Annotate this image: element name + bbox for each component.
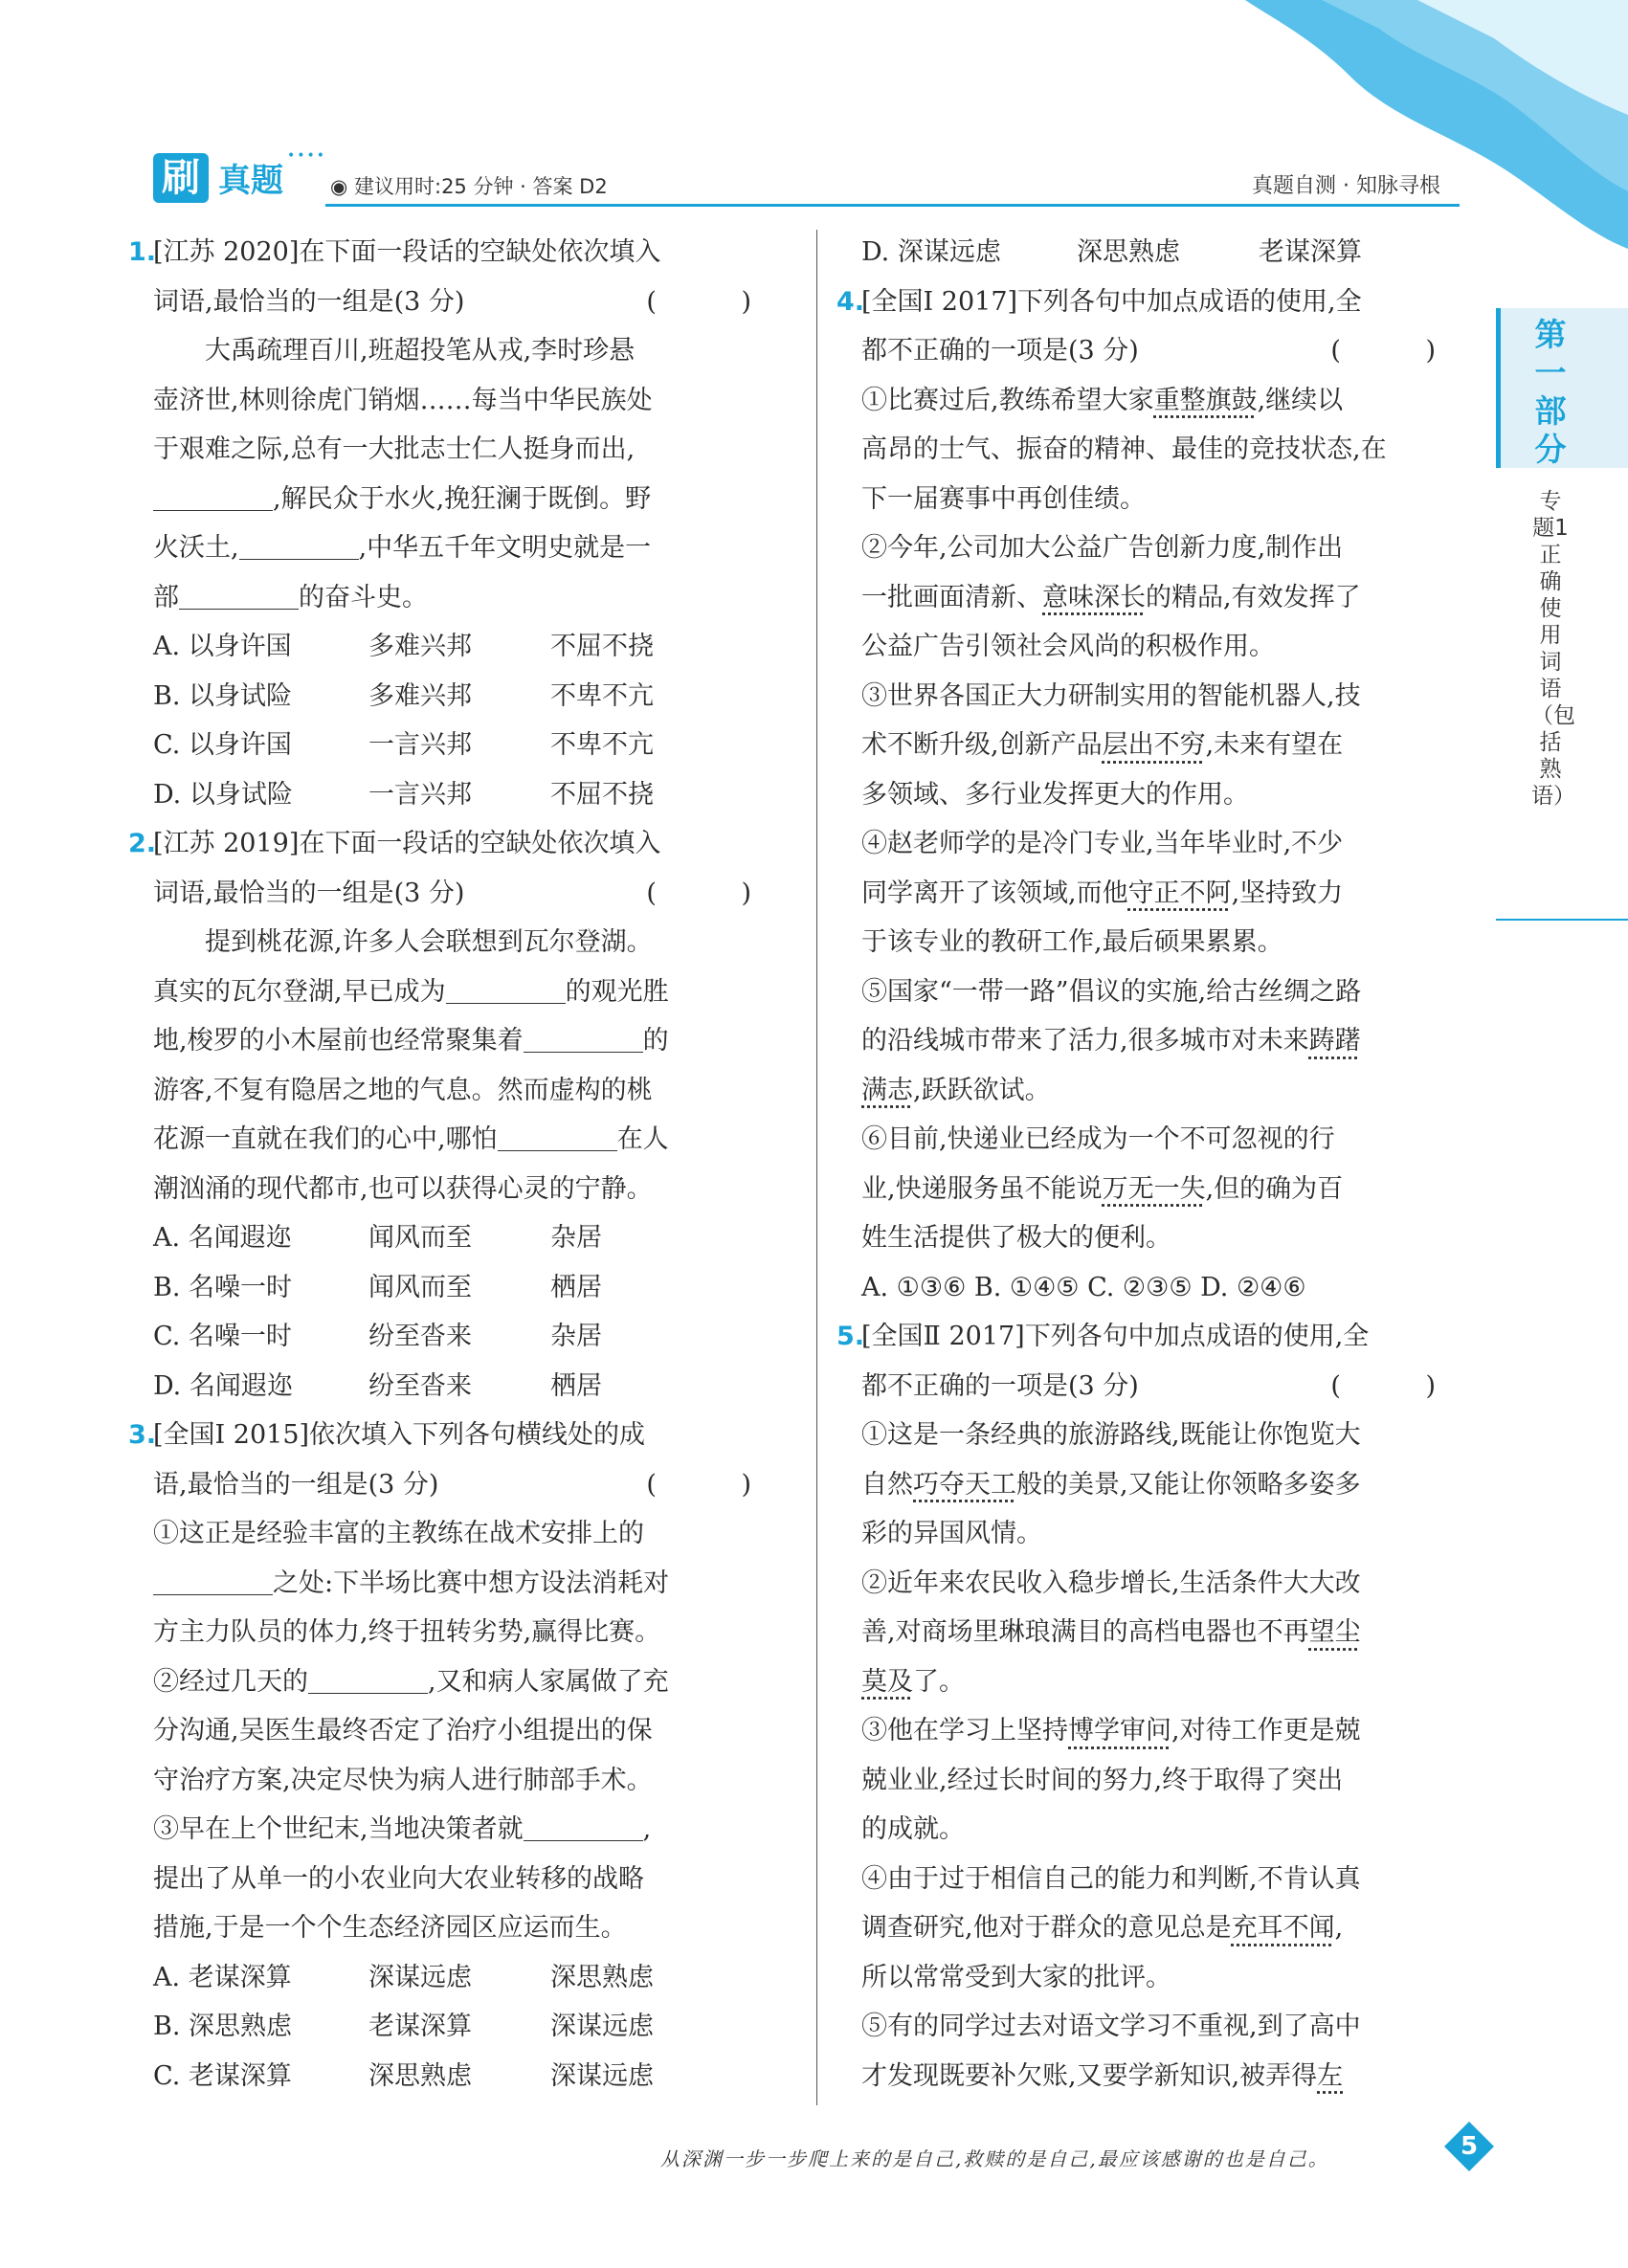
line-text: ④由于过于相信自己的能力和判断,不肯认真 [861, 1863, 1361, 1894]
line-text: 方主力队员的体力,终于扭转劣势,赢得比赛。 [153, 1617, 661, 1647]
line-text: 姓生活提供了极大的便利。 [861, 1223, 1171, 1253]
dotted-idiom: 莫及 [861, 1666, 913, 1697]
header-info-text: 建议用时:25 分钟 · 答案 D2 [354, 175, 608, 198]
option-cell: 栖居 [550, 1272, 602, 1302]
text-line [153, 869, 790, 919]
text-line [861, 425, 1474, 475]
line-text: ⑤国家“一带一路”倡议的实施,给古丝绸之路 [861, 976, 1362, 1007]
line-text: 部 [153, 582, 179, 612]
text-line [153, 918, 790, 967]
line-text: 多领域、多行业发挥更大的作用。 [861, 779, 1249, 810]
line-text: ②近年来农民收入稳步增长,生活条件大大改 [861, 1568, 1361, 1598]
answer-paren: ( ) [646, 286, 790, 317]
option-cell: 一言兴邦 [368, 730, 472, 760]
line-text: 分沟通,吴医生最终否定了治疗小组提出的保 [153, 1716, 653, 1745]
option-cell: 深思熟虑 [550, 1962, 654, 1992]
text-line [861, 672, 1474, 722]
line-text: ,未来有望在 [1205, 730, 1344, 760]
text-line [861, 918, 1474, 967]
text-line [153, 1559, 790, 1609]
line-text: ,解民众于水火,挽狂澜于既倒。野 [273, 483, 652, 514]
line-text: 的沿线城市带来了活力,很多城市对未来 [861, 1026, 1309, 1056]
text-line [861, 2002, 1474, 2052]
dotted-idiom: 万无一失 [1102, 1173, 1206, 1204]
line-text: 了。 [913, 1666, 965, 1697]
text-line [153, 1213, 790, 1263]
line-text: 提到桃花源,许多人会联想到瓦尔登湖。 [205, 927, 653, 957]
option-cell: 深谋远虑 [368, 1962, 472, 1992]
line-text: ,对待工作更是兢 [1171, 1716, 1361, 1745]
answer-blank [239, 530, 359, 560]
text-line [861, 1805, 1474, 1855]
line-text: 游客,不复有隐居之地的气息。然而虚构的桃 [153, 1075, 653, 1105]
text-line [861, 1411, 1474, 1460]
text-line [861, 622, 1474, 672]
text-line [861, 1362, 1474, 1412]
option-cell: B. 以身试险 [153, 680, 293, 711]
line-text: 于艰难之际,总有一大批志士仁人挺身而出, [153, 434, 636, 464]
answer-blank [498, 1122, 617, 1151]
dotted-idiom: 层出不穷 [1102, 730, 1206, 760]
option-cell: 纷至沓来 [368, 1322, 472, 1351]
page-number: 5 [1460, 2132, 1479, 2161]
line-text: 业,快递服务虽不能说 [861, 1173, 1103, 1204]
right-column [836, 228, 1474, 2101]
brush-splash-decoration [1130, 0, 1628, 249]
part-tab-label: 第一部分 [1534, 316, 1567, 468]
line-text: 词语,最恰当的一组是(3 分) [153, 878, 465, 908]
text-line [861, 1066, 1474, 1116]
line-text: 所以常常受到大家的批评。 [861, 1962, 1171, 1992]
text-line [153, 523, 790, 573]
option-cell: 多难兴邦 [368, 632, 472, 661]
text-line [153, 1805, 790, 1855]
line-text: ,继续以 [1257, 385, 1344, 415]
answer-paren: ( ) [1330, 1370, 1474, 1401]
option-cell: 杂居 [550, 1223, 602, 1253]
text-line [153, 721, 790, 770]
text-line [861, 1213, 1474, 1263]
logo-title: 真题 [218, 162, 283, 200]
line-text: 真实的瓦尔登湖,早已成为 [153, 976, 446, 1007]
line-text: ④赵老师学的是冷门专业,当年毕业时,不少 [861, 829, 1344, 858]
line-text: A. ①③⑥ B. ①④⑤ C. ②③⑤ D. ②④⑥ [861, 1272, 1306, 1302]
option-cell: D. 以身试险 [153, 779, 293, 810]
answer-blank [524, 1812, 643, 1841]
line-text: 于该专业的教研工作,最后硕果累累。 [861, 927, 1283, 957]
header-info [330, 171, 608, 200]
text-line [861, 326, 1474, 376]
option-cell: B. 名噪一时 [153, 1272, 293, 1302]
text-line [153, 622, 790, 672]
text-line [153, 1016, 790, 1066]
text-line [153, 770, 790, 820]
option-cell: D. 深谋远虑 [861, 237, 1001, 267]
line-text: 才发现既要补欠账,又要学新知识,被弄得 [861, 2060, 1318, 2091]
dots-decoration: •••• [287, 148, 327, 164]
text-line [861, 2052, 1474, 2101]
text-line [861, 1855, 1474, 1904]
dotted-idiom: 巧夺天工 [913, 1469, 1016, 1500]
dotted-idiom: 充耳不闻 [1231, 1913, 1335, 1943]
dotted-idiom: 重整旗鼓 [1153, 385, 1258, 415]
text-line [153, 573, 790, 623]
text-line [861, 1657, 1474, 1707]
answer-blank [446, 974, 566, 1004]
option-cell: 深思熟虑 [368, 2060, 472, 2091]
line-text: 的观光胜 [565, 976, 669, 1007]
line-text: 彩的异国风情。 [861, 1519, 1042, 1548]
line-text: ①比赛过后,教练希望大家 [861, 385, 1154, 415]
line-text: ①这正是经验丰富的主教练在战术安排上的 [153, 1519, 644, 1548]
line-text: 火沃土, [153, 533, 239, 563]
line-text: ③早在上个世纪末,当地决策者就 [153, 1814, 524, 1844]
text-line [836, 278, 1474, 327]
line-text: 之处:下半场比赛中想方设法消耗对 [273, 1568, 670, 1598]
text-line [861, 770, 1474, 820]
text-line [861, 819, 1474, 869]
option-cell: 深思熟虑 [1077, 237, 1180, 267]
option-cell: C. 老谋深算 [153, 2060, 292, 2091]
dotted-idiom: 意味深长 [1042, 582, 1146, 612]
line-text: 公益广告引领社会风尚的积极作用。 [861, 632, 1275, 661]
column-divider [816, 230, 817, 2105]
text-line [861, 1016, 1474, 1066]
option-cell: C. 以身许国 [153, 730, 292, 760]
line-text: ⑤有的同学过去对语文学习不重视,到了高中 [861, 2012, 1361, 2041]
line-text: 善,对商场里琳琅满目的高档电器也不再 [861, 1617, 1309, 1647]
text-line [153, 1756, 790, 1806]
option-cell: 老谋深算 [1259, 237, 1362, 267]
text-line [153, 967, 790, 1017]
option-cell: 不卑不亢 [550, 730, 654, 760]
line-text: 术不断升级,创新产品 [861, 730, 1103, 760]
text-line [153, 1706, 790, 1756]
line-text: [江苏 2019]在下面一段话的空缺处依次填入 [153, 829, 661, 858]
question-number: 1. [128, 237, 157, 267]
question-number: 4. [836, 286, 865, 317]
line-text: 自然 [861, 1469, 913, 1500]
text-line [153, 672, 790, 722]
text-line [861, 1460, 1474, 1510]
text-line [153, 475, 790, 524]
text-line [153, 1953, 790, 2003]
line-text: [全国Ⅰ 2015]依次填入下列各句横线处的成 [153, 1420, 646, 1450]
line-text: ⑥目前,快递业已经成为一个不可忽视的行 [861, 1124, 1335, 1154]
text-line [153, 1165, 790, 1214]
option-cell: 多难兴邦 [368, 680, 472, 711]
line-text: 的精品,有效发挥了 [1146, 582, 1361, 612]
text-line [153, 1066, 790, 1116]
line-text: 兢业业,经过长时间的努力,终于取得了突出 [861, 1765, 1344, 1795]
text-line [153, 2002, 790, 2052]
text-line [861, 1165, 1474, 1214]
text-line [128, 819, 790, 869]
line-text: [江苏 2020]在下面一段话的空缺处依次填入 [153, 237, 661, 267]
line-text: ①这是一条经典的旅游路线,既能让你饱览大 [861, 1420, 1361, 1450]
page-header [153, 148, 1460, 206]
topic-label: 专题1 正确使用词语（包括熟语） [1531, 489, 1575, 809]
text-line [153, 1115, 790, 1165]
text-line [861, 1706, 1474, 1756]
line-text: [全国Ⅰ 2017]下列各句中加点成语的使用,全 [861, 286, 1362, 317]
line-text: 措施,于是一个个生态经济园区应运而生。 [153, 1913, 627, 1943]
text-line [153, 1657, 790, 1707]
part-tab-bar [1496, 308, 1501, 468]
text-line [861, 376, 1474, 426]
line-text: 词语,最恰当的一组是(3 分) [153, 286, 465, 317]
option-cell: A. 以身许国 [153, 632, 292, 661]
line-text: 壶济世,林则徐虎门销烟……每当中华民族处 [153, 385, 653, 415]
line-text: 般的美景,又能让你领略多姿多 [1016, 1469, 1361, 1500]
option-cell: 深谋远虑 [550, 2012, 654, 2041]
text-line [128, 228, 790, 278]
option-cell: D. 名闻遐迩 [153, 1370, 293, 1401]
option-cell: 闻风而至 [368, 1223, 472, 1253]
header-rule [325, 204, 1460, 207]
line-text: , [642, 1814, 652, 1844]
dotted-idiom: 守正不阿 [1127, 878, 1232, 908]
line-text: ②今年,公司加大公益广告创新力度,制作出 [861, 533, 1344, 563]
text-line [153, 1855, 790, 1904]
line-text: 潮汹涌的现代都市,也可以获得心灵的宁静。 [153, 1173, 653, 1204]
option-cell: C. 名噪一时 [153, 1322, 292, 1351]
logo-icon: 刷 [153, 153, 209, 203]
text-line [861, 1903, 1474, 1953]
text-line [153, 1362, 790, 1412]
text-line [861, 1509, 1474, 1559]
text-line [861, 1559, 1474, 1609]
text-line [153, 1509, 790, 1559]
line-text: 守治疗方案,决定尽快为病人进行肺部手术。 [153, 1765, 653, 1795]
text-line [861, 1756, 1474, 1806]
line-text: ,又和病人家属做了充 [428, 1666, 669, 1697]
clock-icon: ◉ [330, 175, 354, 198]
option-cell: 老谋深算 [368, 2012, 472, 2041]
option-cell: 不屈不挠 [550, 779, 654, 810]
dotted-idiom: 左 [1317, 2060, 1344, 2091]
answer-paren: ( ) [646, 878, 790, 908]
text-line [836, 1312, 1474, 1362]
option-cell: 一言兴邦 [368, 779, 472, 810]
line-text: 提出了从单一的小农业向大农业转移的战略 [153, 1863, 644, 1894]
text-line [861, 1608, 1474, 1657]
line-text: ,中华五千年文明史就是一 [358, 533, 652, 563]
question-number: 2. [128, 829, 157, 858]
line-text: 语,最恰当的一组是(3 分) [153, 1469, 439, 1500]
line-text: 的 [642, 1026, 669, 1056]
option-cell: A. 老谋深算 [153, 1962, 292, 1992]
question-number: 5. [836, 1322, 865, 1351]
text-line [128, 1411, 790, 1460]
line-text: 一批画面清新、 [861, 582, 1042, 612]
text-line [861, 1953, 1474, 2003]
dotted-idiom: 博学审问 [1068, 1716, 1171, 1745]
text-line [861, 1263, 1474, 1313]
text-line [861, 523, 1474, 573]
line-text: 都不正确的一项是(3 分) [861, 336, 1139, 366]
text-line [153, 2052, 790, 2101]
line-text: ②经过几天的 [153, 1666, 308, 1697]
page-number-badge [1443, 2121, 1495, 2172]
text-line [153, 326, 790, 376]
question-number: 3. [128, 1420, 157, 1450]
text-line [153, 1312, 790, 1362]
text-line [153, 376, 790, 426]
line-text: 的成就。 [861, 1814, 965, 1844]
left-column [128, 228, 790, 2101]
text-line [861, 721, 1474, 770]
header-section-title: 真题自测 · 知脉寻根 [1252, 174, 1440, 198]
line-text: ,坚持致力 [1231, 878, 1344, 908]
text-line [153, 1460, 790, 1510]
option-cell: 不卑不亢 [550, 680, 654, 711]
line-text: 高昂的士气、振奋的精神、最佳的竞技状态,在 [861, 434, 1387, 464]
answer-paren: ( ) [646, 1469, 790, 1500]
text-line [861, 228, 1474, 278]
line-text: ,跃跃欲试。 [913, 1075, 1051, 1105]
line-text: 调查研究,他对于群众的意见总是 [861, 1913, 1232, 1943]
line-text: 地,梭罗的小木屋前也经常聚集着 [153, 1026, 524, 1056]
option-cell: B. 深思熟虑 [153, 2012, 293, 2041]
line-text: 花源一直就在我们的心中,哪怕 [153, 1124, 498, 1154]
line-text: ③世界各国正大力研制实用的智能机器人,技 [861, 680, 1361, 711]
footer-motto: 从深渊一步一步爬上来的是自己,救赎的是自己,最应该感谢的也是自己。 [660, 2147, 1329, 2170]
line-text: ③他在学习上坚持 [861, 1716, 1068, 1745]
line-text: 同学离开了该领域,而他 [861, 878, 1128, 908]
dotted-idiom: 满志 [861, 1075, 913, 1105]
answer-blank [179, 580, 299, 610]
option-cell: 闻风而至 [368, 1272, 472, 1302]
text-line [153, 278, 790, 327]
text-line [153, 425, 790, 475]
dotted-idiom: 望尘 [1308, 1617, 1361, 1647]
option-cell: 栖居 [550, 1370, 602, 1401]
line-text: 下一届赛事中再创佳绩。 [861, 483, 1146, 514]
text-line [861, 967, 1474, 1017]
option-cell: 杂居 [550, 1322, 602, 1351]
line-text: 在人 [616, 1124, 669, 1154]
dotted-idiom: 踌躇 [1308, 1026, 1361, 1056]
text-line [153, 1903, 790, 1953]
answer-blank [153, 481, 273, 511]
text-line [153, 1263, 790, 1313]
line-text: , [1334, 1913, 1344, 1943]
line-text: 大禹疏理百川,班超投笔从戎,李时珍悬 [205, 336, 636, 366]
answer-blank [524, 1023, 643, 1053]
text-line [861, 573, 1474, 623]
option-cell: 纷至沓来 [368, 1370, 472, 1401]
text-line [861, 869, 1474, 919]
text-line [153, 1608, 790, 1657]
answer-blank [308, 1664, 428, 1694]
option-cell: 深谋远虑 [550, 2060, 654, 2091]
sidebar-rule [1496, 919, 1628, 921]
line-text: [全国Ⅱ 2017]下列各句中加点成语的使用,全 [861, 1322, 1370, 1351]
line-text: 都不正确的一项是(3 分) [861, 1370, 1139, 1401]
text-line [861, 475, 1474, 524]
answer-blank [153, 1566, 273, 1595]
answer-paren: ( ) [1330, 336, 1474, 366]
option-cell: 不屈不挠 [550, 632, 654, 661]
text-line [861, 1115, 1474, 1165]
option-cell: A. 名闻遐迩 [153, 1223, 292, 1253]
line-text: 的奋斗史。 [299, 582, 428, 612]
line-text: ,但的确为百 [1205, 1173, 1344, 1204]
